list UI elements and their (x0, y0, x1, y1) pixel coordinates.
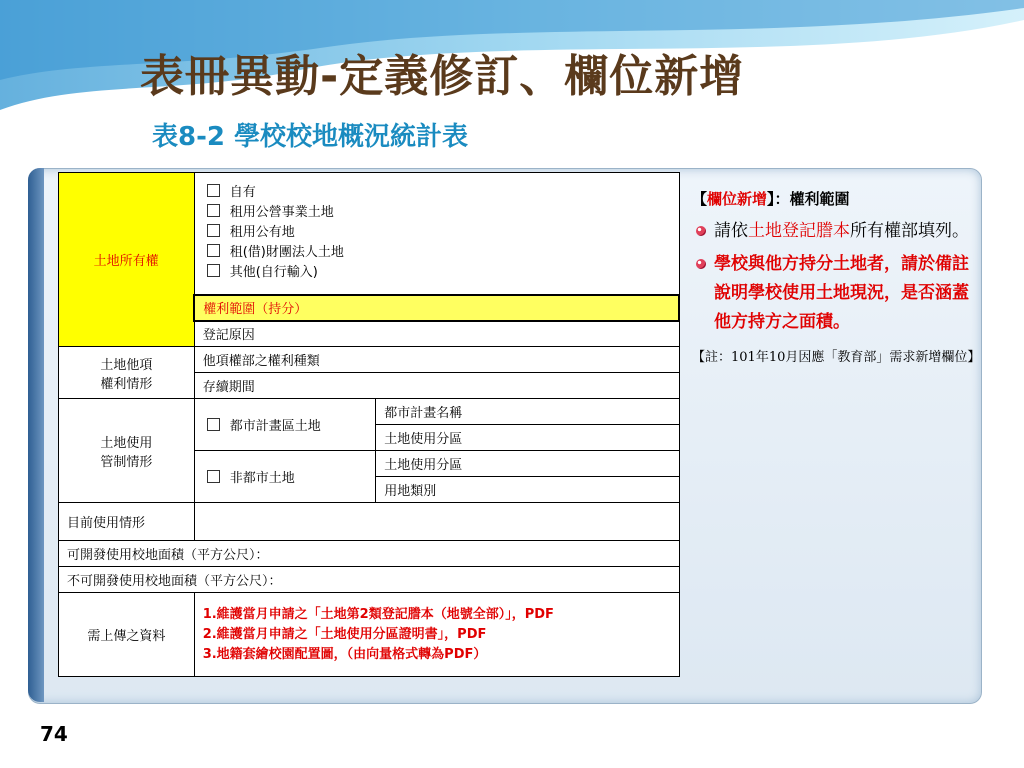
checkbox-icon[interactable] (207, 204, 220, 217)
land-use-zone-field: 土地使用分區 (376, 451, 679, 477)
land-use-zone-field: 土地使用分區 (376, 425, 679, 451)
ownership-option[interactable]: 租(借)財團法人土地 (207, 243, 671, 263)
non-urban-land-option[interactable]: 非都市土地 (194, 451, 376, 503)
page-subtitle: 表8-2 學校校地概況統計表 (152, 122, 469, 152)
footnote: 【註：101年10月因應「教育部」需求新增欄位】 (692, 350, 981, 365)
bullet-icon (696, 226, 706, 236)
checkbox-icon[interactable] (207, 244, 220, 257)
other-rights-type-field: 他項權部之權利種類 (194, 347, 679, 373)
checkbox-icon[interactable] (207, 418, 220, 431)
checkbox-icon[interactable] (207, 470, 220, 483)
page-number: 74 (40, 722, 68, 746)
ownership-option[interactable]: 租用公營事業土地 (207, 203, 671, 223)
developable-area-field: 可開發使用校地面積（平方公尺）： (59, 541, 680, 567)
upload-items (194, 593, 679, 677)
upload-item: 1.維護當月申請之「土地第2類登記謄本（地號全部）」，PDF (202, 606, 554, 622)
duration-field: 存續期間 (194, 373, 679, 399)
checkbox-icon[interactable] (207, 264, 220, 277)
notes-panel (692, 188, 982, 367)
current-use-input[interactable] (194, 503, 679, 541)
usage-control-label: 土地使用 管制情形 (59, 399, 195, 503)
ownership-options (194, 173, 679, 295)
frame-edge (28, 168, 44, 702)
page-title: 表冊異動-定義修訂、欄位新增 (140, 51, 745, 102)
upload-label: 需上傳之資料 (59, 593, 195, 677)
urban-plan-name-field: 都市計畫名稱 (376, 399, 679, 425)
upload-item: 2.維護當月申請之「土地使用分區證明書」，PDF (202, 626, 487, 642)
note-bullet: 請依土地登記謄本所有權部填列。 (692, 217, 982, 246)
note-bullet: 學校與他方持分土地者，請於備註說明學校使用土地現況，是否涵蓋他方持方之面積。 (692, 250, 982, 337)
urban-land-option[interactable]: 都市計畫區土地 (194, 399, 376, 451)
ownership-option[interactable]: 租用公有地 (207, 223, 671, 243)
checkbox-icon[interactable] (207, 224, 220, 237)
other-rights-label: 土地他項 權利情形 (59, 347, 195, 399)
land-statistics-form (58, 172, 680, 677)
notes-heading: 【欄位新增】：權利範圍 (692, 190, 850, 208)
rights-scope-field: 權利範圍（持分） (194, 295, 679, 321)
checkbox-icon[interactable] (207, 184, 220, 197)
undevelopable-area-field: 不可開發使用校地面積（平方公尺）： (59, 567, 680, 593)
ownership-option[interactable]: 其他(自行輸入) (207, 263, 671, 283)
bullet-icon (696, 259, 706, 269)
register-reason-field: 登記原因 (194, 321, 679, 347)
ownership-option[interactable]: 自有 (207, 183, 671, 203)
current-use-label: 目前使用情形 (59, 503, 195, 541)
land-category-field: 用地類別 (376, 477, 679, 503)
upload-item: 3.地籍套繪校園配置圖，（由向量格式轉為PDF） (202, 646, 487, 662)
ownership-label: 土地所有權 (59, 173, 195, 347)
